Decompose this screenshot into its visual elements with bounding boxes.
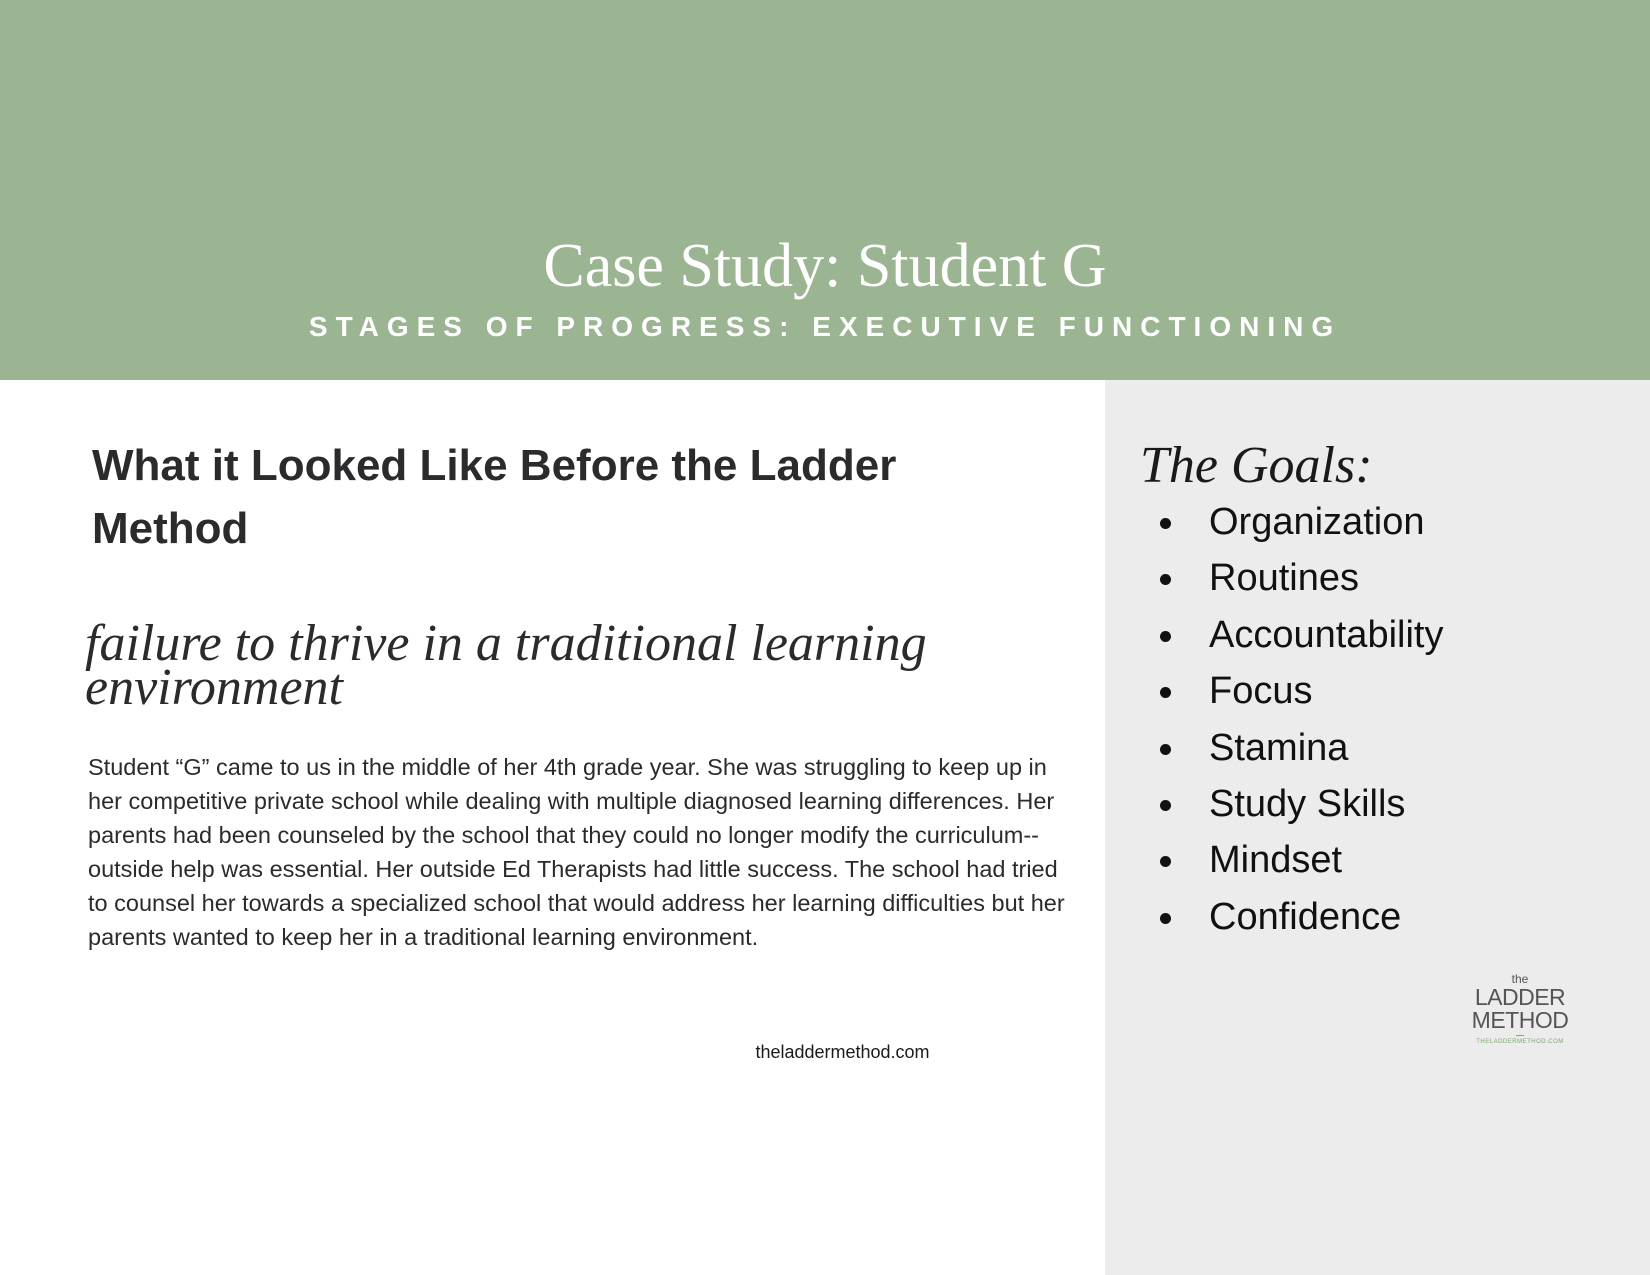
goals-list [1160, 494, 1443, 945]
goal-label: Confidence [1209, 895, 1402, 938]
goal-item-accountability [1160, 607, 1443, 663]
bullet-icon [1160, 744, 1171, 755]
goal-item-mindset [1160, 832, 1443, 888]
bullet-icon [1160, 800, 1171, 811]
goal-item-stamina [1160, 720, 1443, 776]
header-banner [0, 0, 1650, 380]
bullet-icon [1160, 631, 1171, 642]
logo-divider [1516, 1035, 1524, 1036]
case-description: Student “G” came to us in the middle of her 4th grade year. She was struggling to keep up in her competitive private school while dealing with multiple diagnosed learning differences. Her parents had been counseled by the school that they could no longer modify the curriculum--outside help was essential. Her outside Ed Therapists had little success. The school had tried to counsel her towards a specialized school that would address her learning difficulties but her parents wanted to keep her in a traditional learning environment. [88, 754, 1065, 950]
website-url: theladdermethod.com [755, 1042, 930, 1062]
goal-label: Mindset [1209, 839, 1343, 882]
goal-label: Accountability [1209, 613, 1444, 656]
logo-method: METHOD [1471, 1007, 1569, 1033]
bullet-icon [1160, 856, 1171, 867]
bullet-icon [1160, 687, 1171, 698]
tagline-line-2: environment [85, 659, 343, 716]
goal-label: Study Skills [1209, 783, 1406, 826]
logo-url: THELADDERMETHOD.COM [1476, 1039, 1564, 1045]
goal-label: Stamina [1209, 726, 1349, 769]
goal-label: Routines [1209, 557, 1359, 600]
goals-title: The Goals: [1140, 437, 1373, 494]
bullet-icon [1160, 574, 1171, 585]
goal-item-organization [1160, 494, 1443, 550]
goal-item-focus [1160, 663, 1443, 719]
bullet-icon [1160, 518, 1171, 529]
bullet-icon [1160, 913, 1171, 924]
tagline [85, 615, 985, 716]
page-subtitle: STAGES OF PROGRESS: EXECUTIVE FUNCTIONING [308, 311, 1342, 342]
page-title: Case Study: Student G [543, 232, 1107, 300]
logo-ladder: LADDER [1474, 984, 1566, 1010]
goal-label: Organization [1209, 501, 1425, 543]
logo-the: the [1511, 972, 1529, 986]
goal-item-confidence [1160, 889, 1443, 945]
goal-item-routines [1160, 550, 1443, 606]
goal-item-study-skills [1160, 776, 1443, 832]
goal-label: Focus [1209, 670, 1313, 713]
ladder-method-logo [1465, 972, 1575, 1046]
section-heading [92, 434, 992, 560]
section-heading-line-1: What it Looked Like Before the Ladder [92, 441, 897, 490]
section-heading-line-2: Method [92, 504, 249, 553]
tagline-line-1: failure to thrive in a traditional learning [85, 615, 927, 672]
